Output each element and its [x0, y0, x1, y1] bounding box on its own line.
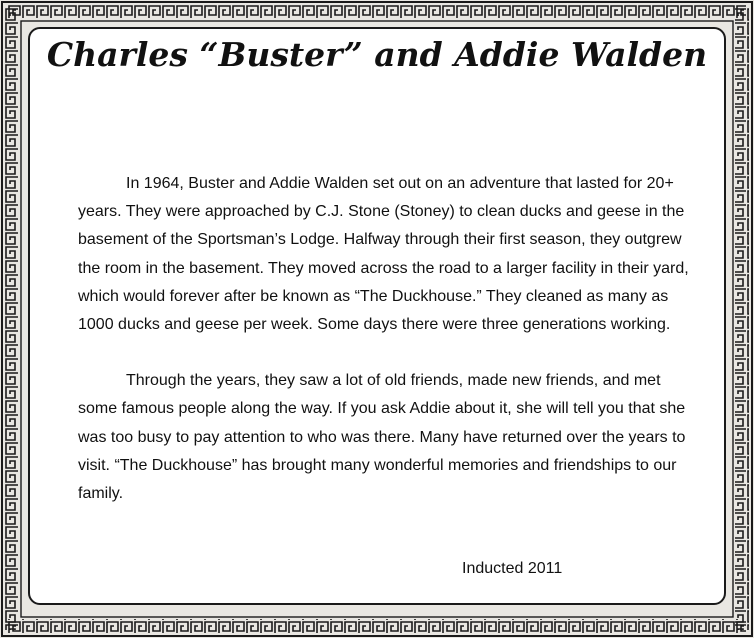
paragraph-1: In 1964, Buster and Addie Walden set out on an adventure that lasted for 20+ years. They were approached by C.J. Stone (Stoney) to clean ducks and geese in the basement of the Sportsman’s Lodge. Halfway through their first season, they outgrew the room in the basement. They moved across the road to a larger facility in their yard, which would forever after be known as “The Duckhouse.” They cleaned as many as 1000 ducks and geese per week. Some days there were three generations working. — [78, 175, 689, 334]
paragraph-2: Through the years, they saw a lot of old friends, made new friends, and met some famous people along the way. If you ask Addie about it, she will tell you that she was too busy to pay attention to who was there. Many have returned over the years to visit. “The Duckhouse” has brought many wonderful memories and friendships to our family. — [78, 372, 686, 503]
plaque-title: Charles “Buster” and Addie Walden — [46, 35, 708, 74]
inducted-year: Inducted 2011 — [462, 560, 563, 577]
plaque-body — [78, 170, 690, 508]
